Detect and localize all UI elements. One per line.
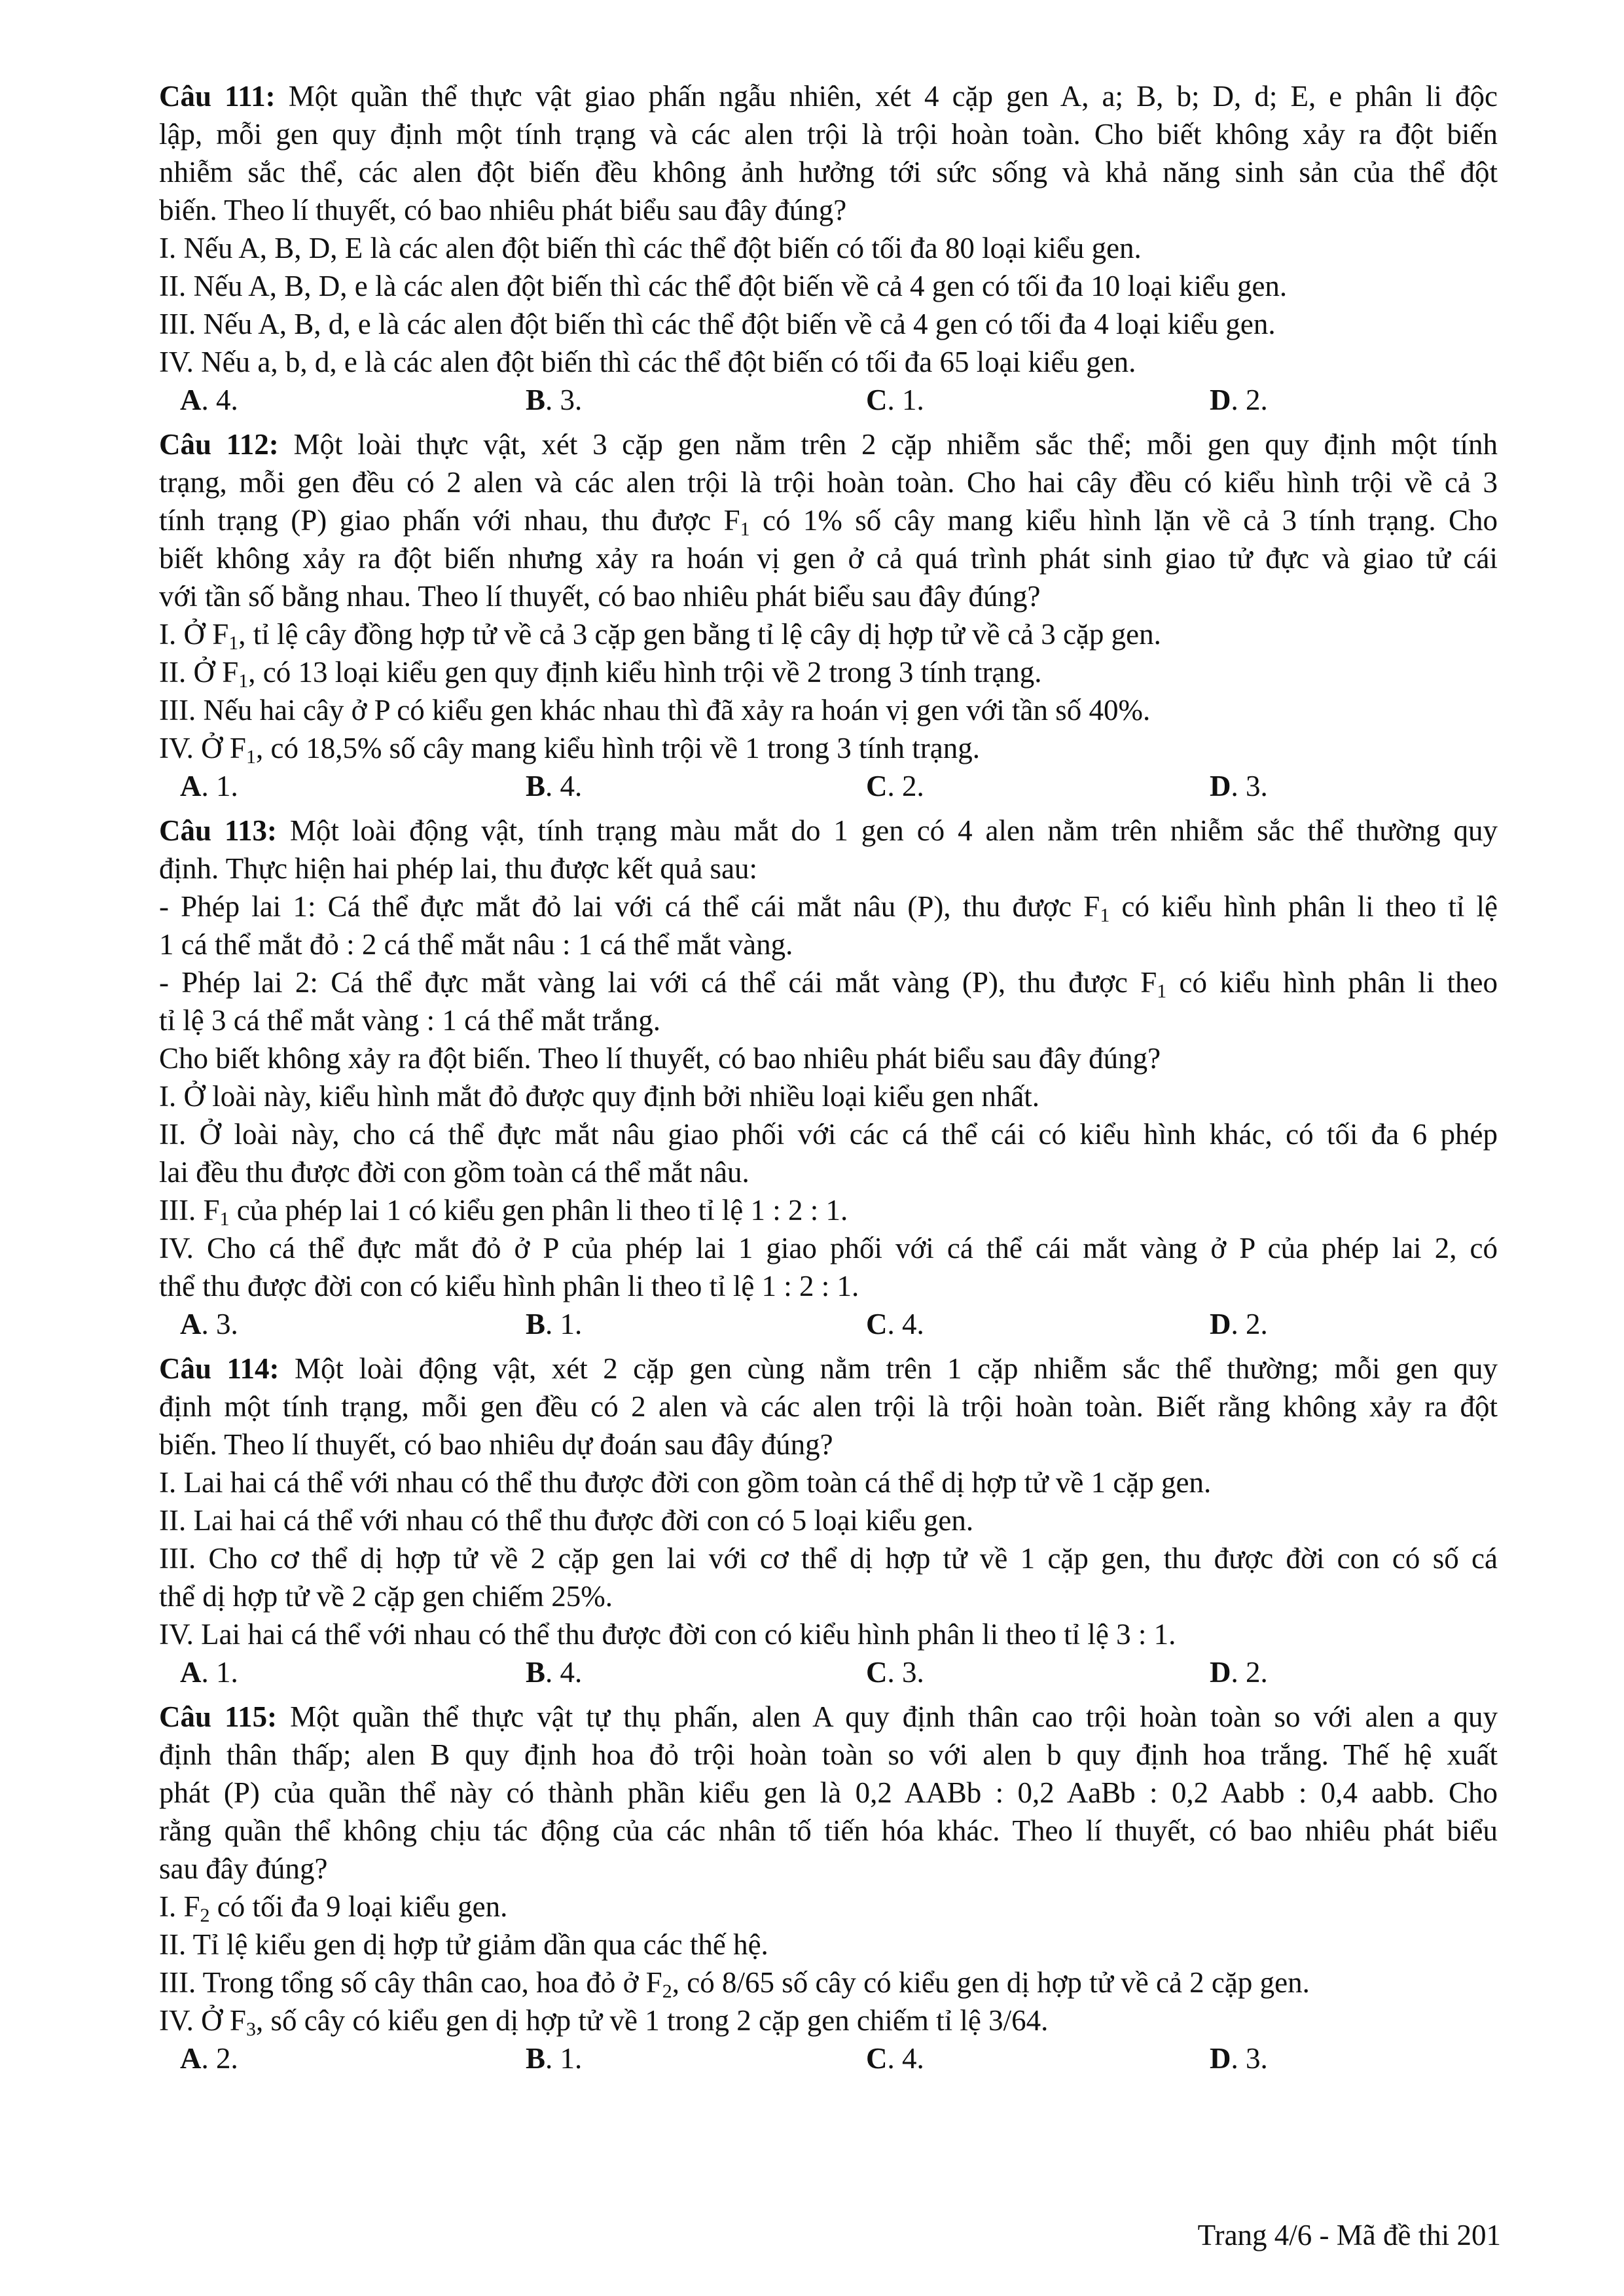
option-value: . 2. — [1231, 1308, 1268, 1340]
answer-option-a — [180, 381, 238, 419]
option-label: D — [1210, 2042, 1231, 2075]
question-text-line — [159, 1077, 1498, 1115]
answer-option-b — [526, 381, 582, 419]
option-value: . 3. — [887, 1656, 924, 1689]
answer-options — [159, 1305, 1498, 1346]
option-label: C — [866, 2042, 888, 2075]
line-text: Một loài thực vật, xét 3 cặp gen nằm trên 2 cặp nhiễm sắc thể; mỗi gen quy định một tính — [278, 428, 1498, 461]
option-label: A — [180, 384, 202, 416]
question-text-line — [159, 1926, 1498, 1964]
option-label: C — [866, 1308, 888, 1340]
question-text-line — [159, 539, 1498, 577]
line-text: II. Ở loài này, cho cá thể đực mắt nâu giao phối với các cá thể cái có kiểu hình khác, có tối đa 6 phép — [159, 1118, 1498, 1151]
line-text: IV. Ở $F_3$, số cây có kiểu gen dị hợp tử về 1 trong 2 cặp gen chiếm tỉ lệ 3/64. — [159, 2004, 1049, 2040]
question-text-line — [159, 1850, 1498, 1888]
question-text-line — [159, 925, 1498, 963]
question-text-line — [159, 1577, 1498, 1615]
option-value: . 1. — [545, 2042, 583, 2075]
question-text-line — [159, 1501, 1498, 1539]
question-text-line — [159, 1388, 1498, 1426]
question-text-line — [159, 653, 1498, 691]
option-value: . 2. — [1231, 384, 1268, 416]
line-text: IV. Nếu a, b, d, e là các alen đột biến thì các thể đột biến có tối đa 65 loại kiểu gen. — [159, 346, 1136, 378]
line-text: nhiễm sắc thể, các alen đột biến đều không ảnh hưởng tới sức sống và khả năng sinh sản của thể đột — [159, 156, 1498, 188]
question-text-line — [159, 1426, 1498, 1463]
answer-option-a — [180, 767, 238, 805]
line-text: Cho biết không xảy ra đột biến. Theo lí thuyết, có bao nhiêu phát biểu sau đây đúng? — [159, 1042, 1161, 1075]
question-112 — [159, 425, 1498, 808]
answer-option-b — [526, 767, 582, 805]
line-text: III. Nếu hai cây ở P có kiểu gen khác nhau thì đã xảy ra hoán vị gen với tần số 40%. — [159, 694, 1151, 726]
question-text-line — [159, 267, 1498, 305]
line-text: I. Nếu A, B, D, E là các alen đột biến thì các thể đột biến có tối đa 80 loại kiểu gen. — [159, 232, 1142, 264]
question-number: Câu 115: — [159, 1700, 278, 1733]
option-label: B — [526, 1656, 546, 1689]
option-label: B — [526, 2042, 546, 2075]
option-label: D — [1210, 1308, 1231, 1340]
line-text: IV. Cho cá thể đực mắt đỏ ở P của phép lai 1 giao phối với cá thể cái mắt vàng ở P của phép lai 2, có — [159, 1232, 1498, 1265]
answer-option-c — [866, 381, 924, 419]
line-text: Một loài động vật, xét 2 cặp gen cùng nằm trên 1 cặp nhiễm sắc thể thường; mỗi gen quy — [279, 1352, 1498, 1385]
answer-option-b — [526, 1305, 582, 1343]
option-value: . 1. — [201, 770, 238, 802]
line-text: II. Lai hai cá thể với nhau có thể thu được đời con có 5 loại kiểu gen. — [159, 1504, 974, 1537]
exam-page — [159, 77, 1498, 2084]
option-label: D — [1210, 770, 1231, 802]
question-text-line — [159, 229, 1498, 267]
question-text-line — [159, 1964, 1498, 2001]
question-number: Câu 111: — [159, 80, 276, 113]
question-text-line — [159, 1888, 1498, 1926]
answer-option-d — [1210, 2039, 1268, 2077]
line-text: II. Nếu A, B, D, e là các alen đột biến thì các thể đột biến về cả 4 gen có tối đa 10 loại kiểu gen. — [159, 270, 1288, 302]
line-text: định. Thực hiện hai phép lai, thu được kết quả sau: — [159, 852, 758, 885]
question-text-line — [159, 1615, 1498, 1653]
option-label: D — [1210, 1656, 1231, 1689]
option-value: . 4. — [887, 1308, 924, 1340]
option-value: . 3. — [1231, 2042, 1268, 2075]
question-text-line — [159, 729, 1498, 767]
question-text-line — [159, 1115, 1498, 1153]
question-111 — [159, 77, 1498, 422]
option-value: . 2. — [1231, 1656, 1268, 1689]
question-text-line — [159, 425, 1498, 463]
question-text-line — [159, 1736, 1498, 1774]
option-label: C — [866, 1656, 888, 1689]
question-text-line — [159, 305, 1498, 343]
line-text: IV. Ở $F_1$, có 18,5% số cây mang kiểu hình trội về 1 trong 3 tính trạng. — [159, 732, 981, 768]
question-number: Câu 113: — [159, 814, 277, 847]
question-text-line — [159, 1812, 1498, 1850]
answer-option-c — [866, 2039, 924, 2077]
answer-option-a — [180, 2039, 238, 2077]
answer-option-a — [180, 1653, 238, 1691]
line-text: lập, mỗi gen quy định một tính trạng và các alen trội là trội hoàn toàn. Cho biết không xảy ra đột biến — [159, 118, 1498, 151]
answer-option-c — [866, 767, 924, 805]
line-text: IV. Lai hai cá thể với nhau có thể thu được đời con có kiểu hình phân li theo tỉ lệ 3 : 1. — [159, 1618, 1176, 1651]
answer-options — [159, 2039, 1498, 2080]
question-text-line — [159, 77, 1498, 115]
option-value: . 3. — [1231, 770, 1268, 802]
line-text: II. Tỉ lệ kiểu gen dị hợp tử giảm dần qua các thế hệ. — [159, 1928, 768, 1961]
line-text: II. Ở $F_1$, có 13 loại kiểu gen quy định kiểu hình trội về 2 trong 3 tính trạng. — [159, 656, 1042, 692]
option-label: B — [526, 1308, 546, 1340]
question-text-line — [159, 615, 1498, 653]
question-text-line — [159, 888, 1498, 925]
option-value: . 1. — [201, 1656, 238, 1689]
question-text-line — [159, 1191, 1498, 1229]
question-text-line — [159, 1350, 1498, 1388]
option-label: D — [1210, 384, 1231, 416]
question-text-line — [159, 1463, 1498, 1501]
line-text: định một tính trạng, mỗi gen đều có 2 alen và các alen trội là trội hoàn toàn. Biết rằng không xảy ra đột — [159, 1390, 1498, 1423]
question-113 — [159, 812, 1498, 1346]
line-text: biến. Theo lí thuyết, có bao nhiêu dự đoán sau đây đúng? — [159, 1428, 833, 1461]
line-text: III. Trong tổng số cây thân cao, hoa đỏ ở $F_2$, có 8/65 số cây có kiểu gen dị hợp tử về cả 2 cặp gen. — [159, 1966, 1310, 2002]
line-text: - Phép lai 2: Cá thể đực mắt vàng lai với cá thể cái mắt vàng (P), thu được $F_1$ có kiểu hình phân li theo — [159, 966, 1498, 1002]
answer-option-d — [1210, 767, 1268, 805]
option-label: C — [866, 384, 888, 416]
line-text: biến. Theo lí thuyết, có bao nhiêu phát biểu sau đây đúng? — [159, 194, 847, 226]
line-text: I. $F_2$ có tối đa 9 loại kiểu gen. — [159, 1890, 508, 1926]
line-text: phát (P) của quần thể này có thành phần kiểu gen là 0,2 AABb : 0,2 AaBb : 0,2 Aabb : 0,4 aabb. Cho — [159, 1776, 1498, 1809]
line-text: trạng, mỗi gen đều có 2 alen và các alen trội là trội hoàn toàn. Cho hai cây đều có kiểu hình trội về cả 3 — [159, 466, 1498, 499]
question-text-line — [159, 191, 1498, 229]
question-text-line — [159, 1539, 1498, 1577]
line-text: thể dị hợp tử về 2 cặp gen chiếm 25%. — [159, 1580, 613, 1613]
option-value: . 2. — [887, 770, 924, 802]
line-text: tính trạng (P) giao phấn với nhau, thu được $F_1$ có 1% số cây mang kiểu hình lặn về cả 3 tính trạng. Cho — [159, 504, 1498, 540]
option-label: A — [180, 1308, 202, 1340]
question-text-line — [159, 812, 1498, 850]
question-text-line — [159, 1774, 1498, 1812]
question-text-line — [159, 1153, 1498, 1191]
question-number: Câu 112: — [159, 428, 279, 461]
line-text: Một quần thể thực vật tự thụ phấn, alen A quy định thân cao trội hoàn toàn so với alen a quy — [277, 1700, 1498, 1733]
line-text: - Phép lai 1: Cá thể đực mắt đỏ lai với cá thể cái mắt nâu (P), thu được $F_1$ có kiểu hình phân li theo tỉ lệ — [159, 890, 1498, 926]
option-label: A — [180, 2042, 202, 2075]
question-text-line — [159, 463, 1498, 501]
line-text: thể thu được đời con có kiểu hình phân li theo tỉ lệ 1 : 2 : 1. — [159, 1270, 859, 1302]
option-value: . 4. — [545, 1656, 583, 1689]
option-value: . 1. — [887, 384, 924, 416]
question-text-line — [159, 577, 1498, 615]
line-text: với tần số bằng nhau. Theo lí thuyết, có bao nhiêu phát biểu sau đây đúng? — [159, 580, 1041, 613]
page-footer: Trang 4/6 - Mã đề thi 201 — [1197, 2219, 1501, 2251]
answer-option-a — [180, 1305, 238, 1343]
question-text-line — [159, 153, 1498, 191]
option-label: A — [180, 1656, 202, 1689]
question-text-line — [159, 691, 1498, 729]
option-value: . 3. — [201, 1308, 238, 1340]
question-text-line — [159, 850, 1498, 888]
question-text-line — [159, 1698, 1498, 1736]
question-text-line — [159, 115, 1498, 153]
answer-option-d — [1210, 1653, 1268, 1691]
option-value: . 1. — [545, 1308, 583, 1340]
answer-option-c — [866, 1305, 924, 1343]
line-text: 1 cá thể mắt đỏ : 2 cá thể mắt nâu : 1 cá thể mắt vàng. — [159, 928, 793, 961]
answer-options — [159, 381, 1498, 422]
line-text: III. Nếu A, B, d, e là các alen đột biến thì các thể đột biến về cả 4 gen có tối đa 4 loại kiểu gen. — [159, 308, 1276, 340]
line-text: tỉ lệ 3 cá thể mắt vàng : 1 cá thể mắt trắng. — [159, 1004, 660, 1037]
question-text-line — [159, 1229, 1498, 1267]
question-text-line — [159, 1039, 1498, 1077]
option-label: B — [526, 770, 546, 802]
option-value: . 4. — [887, 2042, 924, 2075]
line-text: sau đây đúng? — [159, 1852, 328, 1885]
question-114 — [159, 1350, 1498, 1694]
line-text: III. $F_1$ của phép lai 1 có kiểu gen phân li theo tỉ lệ 1 : 2 : 1. — [159, 1194, 848, 1230]
question-text-line — [159, 1001, 1498, 1039]
answer-option-d — [1210, 1305, 1268, 1343]
line-text: định thân thấp; alen B quy định hoa đỏ trội hoàn toàn so với alen b quy định hoa trắng. Thế hệ xuất — [159, 1738, 1498, 1771]
answer-options — [159, 767, 1498, 808]
line-text: I. Lai hai cá thể với nhau có thể thu được đời con gồm toàn cá thể dị hợp tử về 1 cặp gen. — [159, 1466, 1212, 1499]
question-text-line — [159, 343, 1498, 381]
answer-option-b — [526, 1653, 582, 1691]
line-text: I. Ở loài này, kiểu hình mắt đỏ được quy định bởi nhiều loại kiểu gen nhất. — [159, 1080, 1040, 1113]
line-text: Một loài động vật, tính trạng màu mắt do 1 gen có 4 alen nằm trên nhiễm sắc thể thường quy — [276, 814, 1498, 847]
question-text-line — [159, 963, 1498, 1001]
line-text: biết không xảy ra đột biến nhưng xảy ra hoán vị gen ở cả quá trình phát sinh giao tử đực và giao tử cái — [159, 542, 1498, 575]
option-value: . 3. — [545, 384, 583, 416]
line-text: lai đều thu được đời con gồm toàn cá thể mắt nâu. — [159, 1156, 749, 1189]
line-text: III. Cho cơ thể dị hợp tử về 2 cặp gen lai với cơ thể dị hợp tử về 1 cặp gen, thu được đời con có số cá — [159, 1542, 1498, 1575]
answer-option-c — [866, 1653, 924, 1691]
answer-option-d — [1210, 381, 1268, 419]
option-label: B — [526, 384, 546, 416]
line-text: rằng quần thể không chịu tác động của các nhân tố tiến hóa khác. Theo lí thuyết, có bao nhiêu phát biểu — [159, 1814, 1498, 1847]
option-value: . 2. — [201, 2042, 238, 2075]
question-text-line — [159, 501, 1498, 539]
question-text-line — [159, 2001, 1498, 2039]
option-value: . 4. — [545, 770, 583, 802]
answer-options — [159, 1653, 1498, 1694]
option-label: A — [180, 770, 202, 802]
question-115 — [159, 1698, 1498, 2080]
answer-option-b — [526, 2039, 582, 2077]
option-label: C — [866, 770, 888, 802]
line-text: Một quần thể thực vật giao phấn ngẫu nhiên, xét 4 cặp gen A, a; B, b; D, d; E, e phân li độc — [275, 80, 1498, 113]
question-text-line — [159, 1267, 1498, 1305]
line-text: I. Ở $F_1$, tỉ lệ cây đồng hợp tử về cả 3 cặp gen bằng tỉ lệ cây dị hợp tử về cả 3 cặp gen. — [159, 618, 1161, 654]
question-number: Câu 114: — [159, 1352, 280, 1385]
option-value: . 4. — [201, 384, 238, 416]
